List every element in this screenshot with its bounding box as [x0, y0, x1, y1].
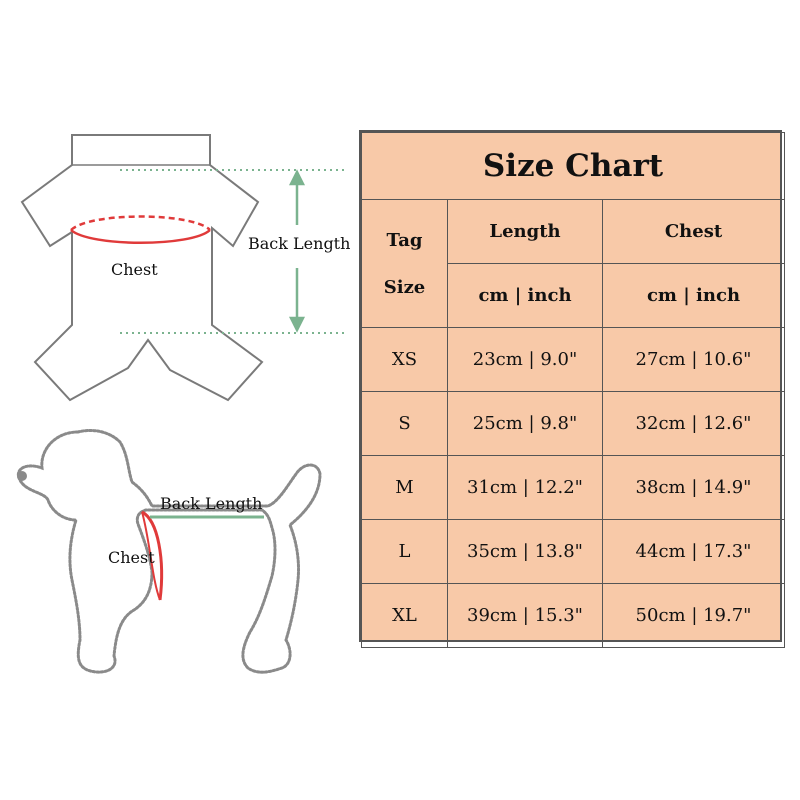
chest-cell: 50cm | 19.7" [603, 584, 785, 648]
diagram-drawing [0, 0, 360, 800]
size-chart [359, 130, 782, 642]
chart-title: Size Chart [362, 133, 785, 200]
table-row [362, 392, 785, 456]
length-header: Length [448, 200, 603, 264]
size-cell: L [362, 520, 448, 584]
chest-header: Chest [603, 200, 785, 264]
garment-back-length-label: Back Length [248, 234, 351, 253]
tag-size-top: Tag [386, 229, 423, 251]
dog-nose-icon [17, 471, 27, 481]
length-cell: 31cm | 12.2" [448, 456, 603, 520]
chest-cell: 44cm | 17.3" [603, 520, 785, 584]
chest-cell: 27cm | 10.6" [603, 328, 785, 392]
length-cell: 23cm | 9.0" [448, 328, 603, 392]
tag-size-header [362, 200, 448, 328]
chest-cell: 32cm | 12.6" [603, 392, 785, 456]
table-row [362, 584, 785, 648]
length-cell: 25cm | 9.8" [448, 392, 603, 456]
size-cell: XS [362, 328, 448, 392]
table-row [362, 456, 785, 520]
size-cell: S [362, 392, 448, 456]
measurement-diagram [0, 0, 360, 800]
chest-units-header: cm | inch [603, 264, 785, 328]
length-cell: 35cm | 13.8" [448, 520, 603, 584]
tag-size-bottom: Size [383, 276, 426, 298]
table-row [362, 328, 785, 392]
dog-chest-label: Chest [108, 548, 155, 567]
length-units-header: cm | inch [448, 264, 603, 328]
size-cell: M [362, 456, 448, 520]
size-table [361, 132, 785, 648]
table-row [362, 520, 785, 584]
chest-cell: 38cm | 14.9" [603, 456, 785, 520]
dog-back-length-label: Back Length [160, 494, 263, 513]
length-cell: 39cm | 15.3" [448, 584, 603, 648]
size-cell: XL [362, 584, 448, 648]
garment-chest-label: Chest [111, 260, 158, 279]
dog-outline [18, 430, 320, 672]
